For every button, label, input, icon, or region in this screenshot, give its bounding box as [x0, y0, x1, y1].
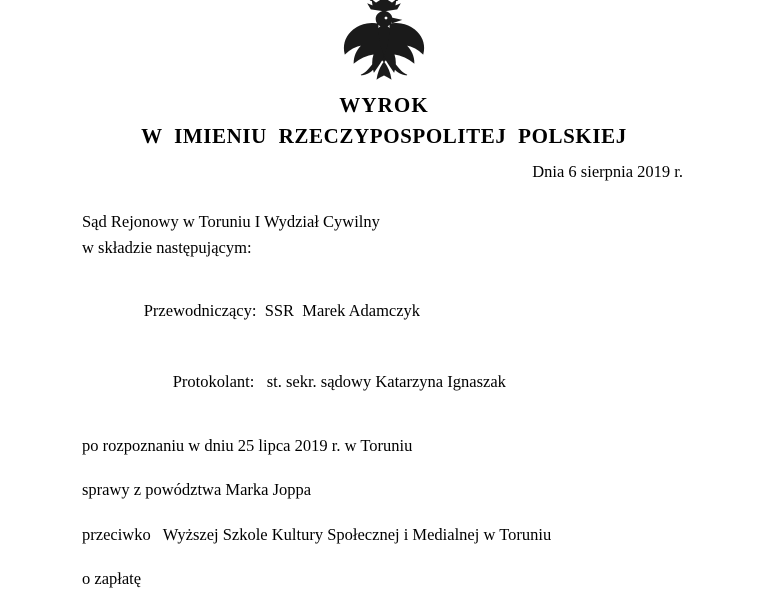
emblem-container [0, 0, 768, 86]
panel-clerk [82, 348, 702, 415]
page-subtitle: W IMIENIU RZECZYPOSPOLITEJ POLSKIEJ [141, 124, 627, 149]
spacer [82, 415, 702, 435]
panel-chair-label: Przewodniczący: [143, 300, 257, 320]
date-line: Dnia 6 sierpnia 2019 r. [532, 162, 683, 181]
document-body [82, 211, 702, 590]
hearing-line: po rozpoznaniu w dniu 25 lipca 2019 r. w Toruniu [82, 436, 413, 456]
document-title-block [0, 92, 768, 150]
polish-eagle-emblem-icon [332, 0, 436, 86]
panel-clerk-label: Protokolant: [172, 371, 255, 391]
spacer [82, 260, 702, 278]
panel-chair-value: SSR Marek Adamczyk [264, 300, 421, 320]
plaintiff-line: sprawy z powództwa Marka Joppa [82, 480, 312, 500]
court-line-2: w składzie następującym: [82, 238, 252, 258]
subject-line: o zapłatę [82, 568, 142, 588]
panel-chair [82, 278, 702, 345]
panel-clerk-value: st. sekr. sądowy Katarzyna Ignaszak [266, 371, 506, 391]
defendant-line: przeciwko Wyższej Szkole Kultury Społecznej i Medialnej w Toruniu [82, 524, 552, 544]
court-line-1: Sąd Rejonowy w Toruniu I Wydział Cywilny [82, 212, 380, 231]
page-title: WYROK [339, 93, 429, 117]
